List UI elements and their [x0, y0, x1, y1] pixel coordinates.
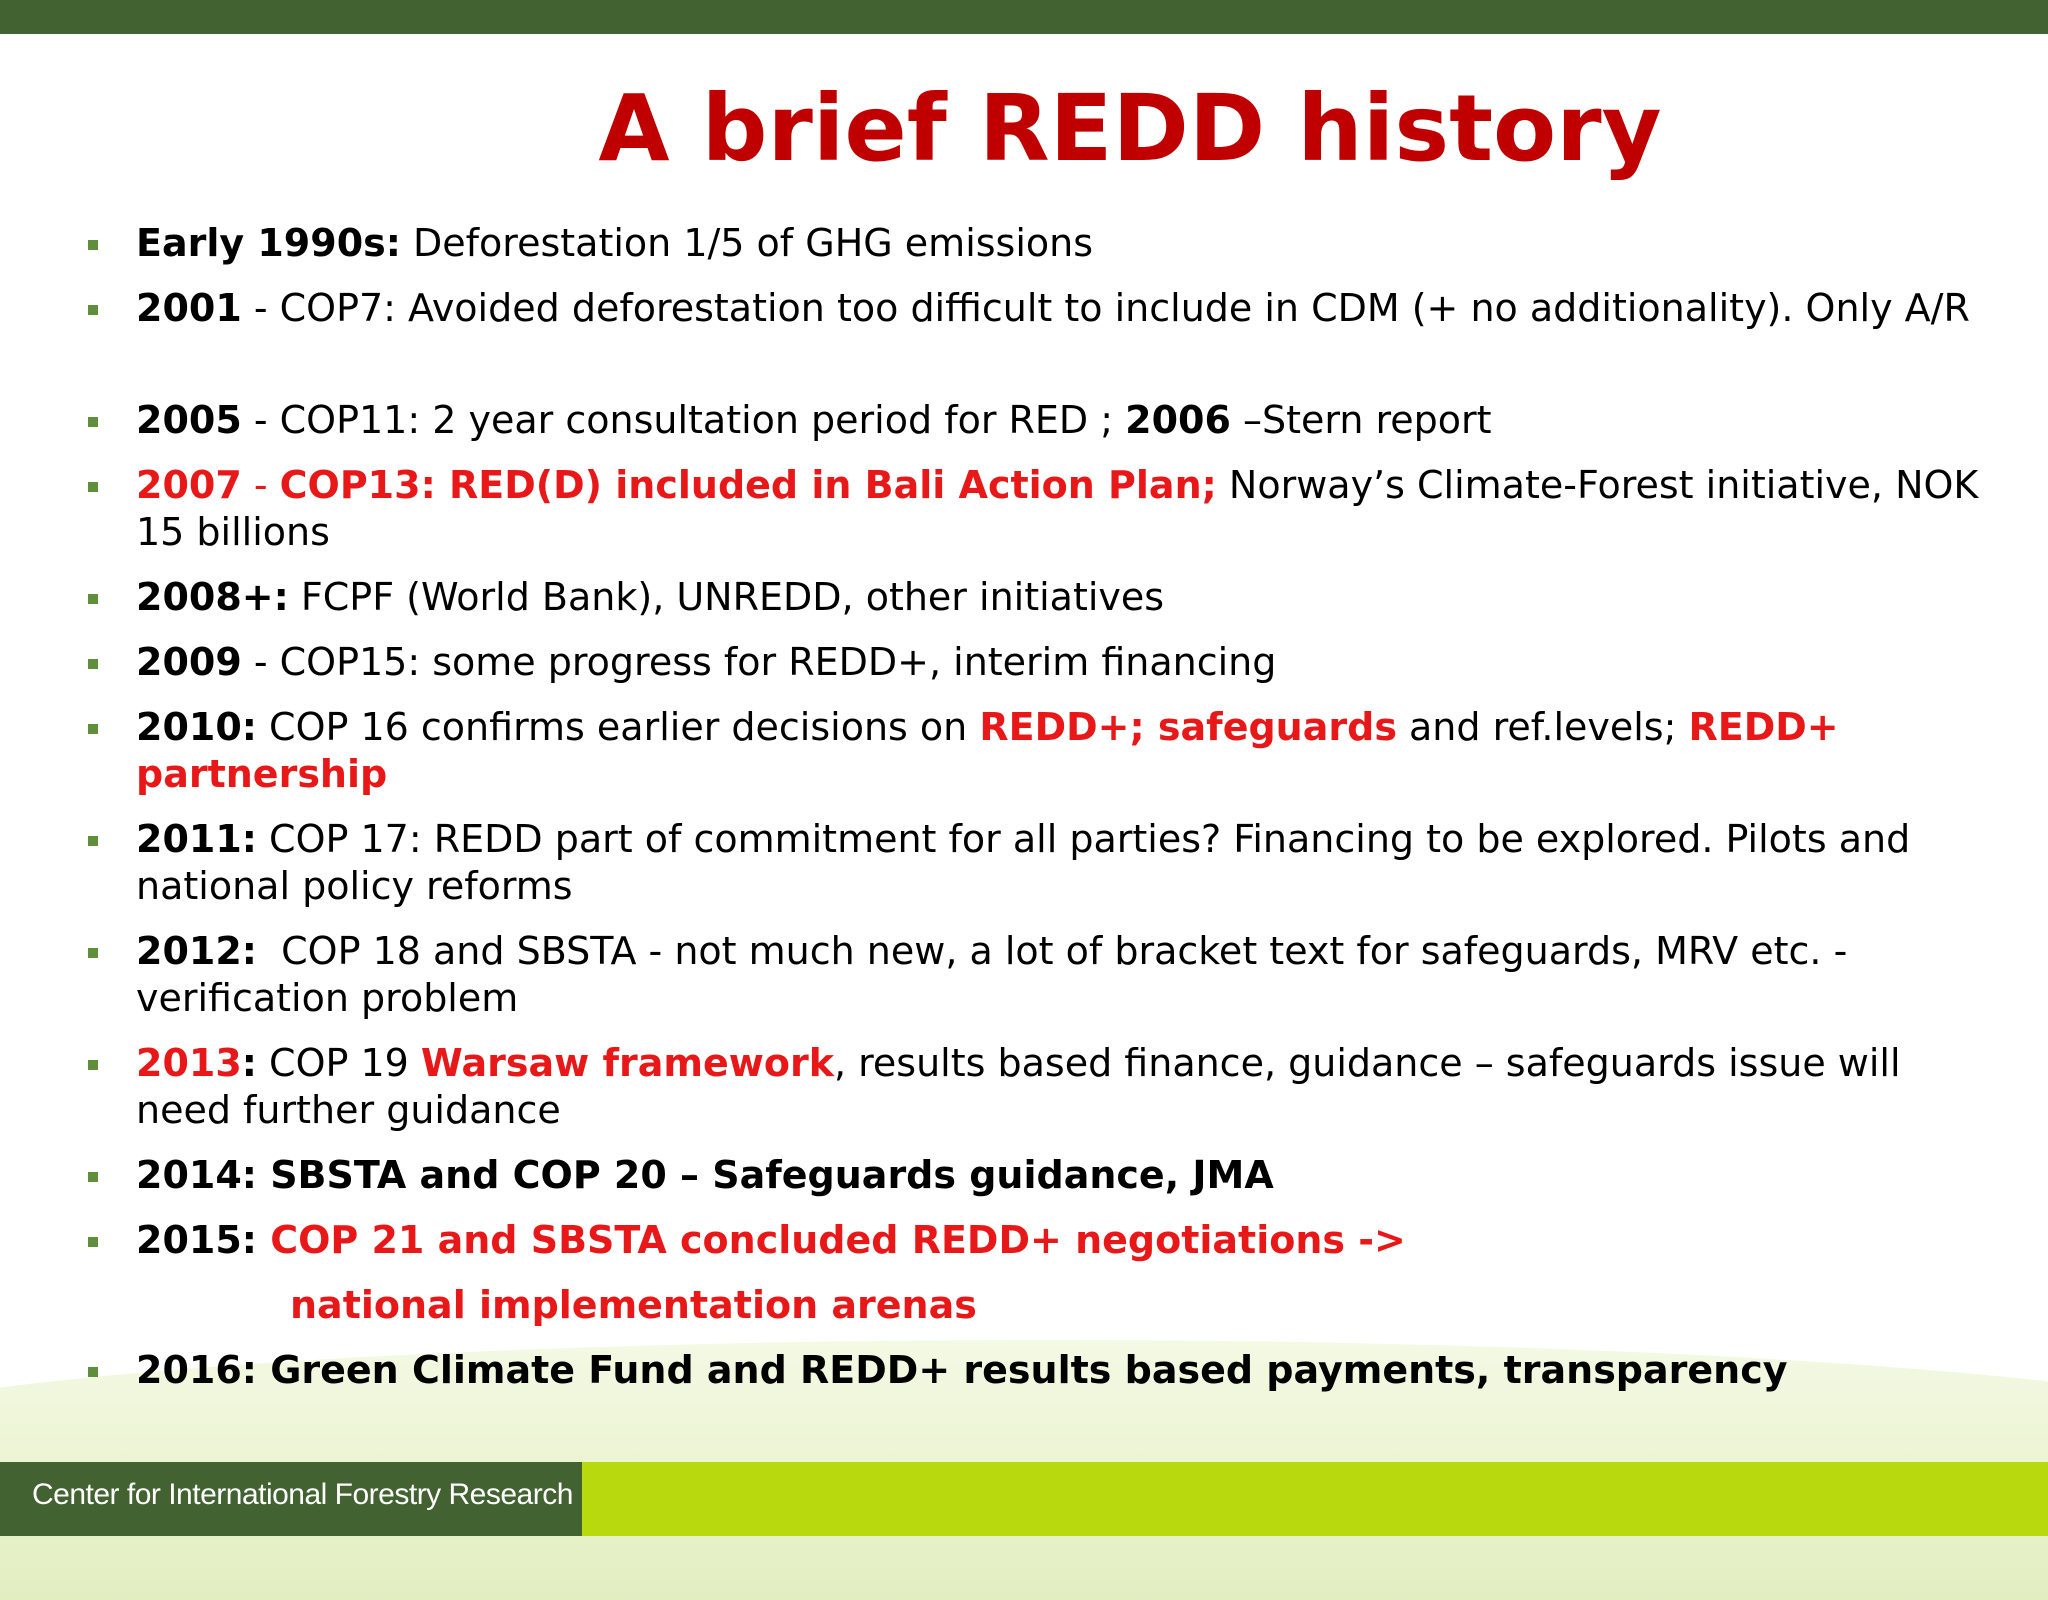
list-item: 2014: SBSTA and COP 20 – Safeguards guidance, JMA — [136, 1152, 2006, 1199]
list-item: 2015: COP 21 and SBSTA concluded REDD+ negotiations -> — [136, 1217, 2006, 1264]
bullet-icon — [88, 594, 98, 604]
bullet-icon — [88, 305, 98, 315]
list-item-continuation: national implementation arenas — [290, 1283, 977, 1327]
list-item: 2001 - COP7: Avoided deforestation too difficult to include in CDM (+ no additionality). Only A/R — [136, 285, 2006, 332]
list-item: 2011: COP 17: REDD part of commitment for all parties? Financing to be explored. Pilots and national policy reforms — [136, 816, 2006, 910]
bullet-icon — [88, 659, 98, 669]
bullet-icon — [88, 1237, 98, 1247]
footer-band-right — [582, 1462, 2048, 1536]
list-item: 2007 - COP13: RED(D) included in Bali Action Plan; Norway’s Climate-Forest initiative, NOK 15 billions — [136, 462, 2006, 556]
list-item: 2005 - COP11: 2 year consultation period for RED ; 2006 –Stern report — [136, 397, 2006, 444]
bullet-icon — [88, 417, 98, 427]
bullet-icon — [88, 240, 98, 250]
bullet-icon — [88, 1172, 98, 1182]
bullet-icon — [88, 1060, 98, 1070]
bullet-icon — [88, 724, 98, 734]
bullet-icon — [88, 1367, 98, 1377]
list-item: 2010: COP 16 confirms earlier decisions on REDD+; safeguards and ref.levels; REDD+ partnership — [136, 704, 2006, 798]
bullet-icon — [88, 482, 98, 492]
list-item: 2008+: FCPF (World Bank), UNREDD, other initiatives — [136, 574, 2006, 621]
bullet-icon — [88, 836, 98, 846]
list-item: 2013: COP 19 Warsaw framework, results based finance, guidance – safeguards issue will need further guidance — [136, 1040, 2006, 1134]
list-item: 2009 - COP15: some progress for REDD+, interim financing — [136, 639, 2006, 686]
bullet-icon — [88, 948, 98, 958]
list-item: 2016: Green Climate Fund and REDD+ results based payments, transparency — [136, 1347, 2006, 1394]
list-item: Early 1990s: Deforestation 1/5 of GHG emissions — [136, 220, 2006, 267]
list-item: 2012: COP 18 and SBSTA - not much new, a lot of bracket text for safeguards, MRV etc. - verification problem — [136, 928, 2006, 1022]
footer-org-name: Center for International Forestry Research — [32, 1478, 573, 1511]
page-title: A brief REDD history — [598, 75, 1662, 182]
